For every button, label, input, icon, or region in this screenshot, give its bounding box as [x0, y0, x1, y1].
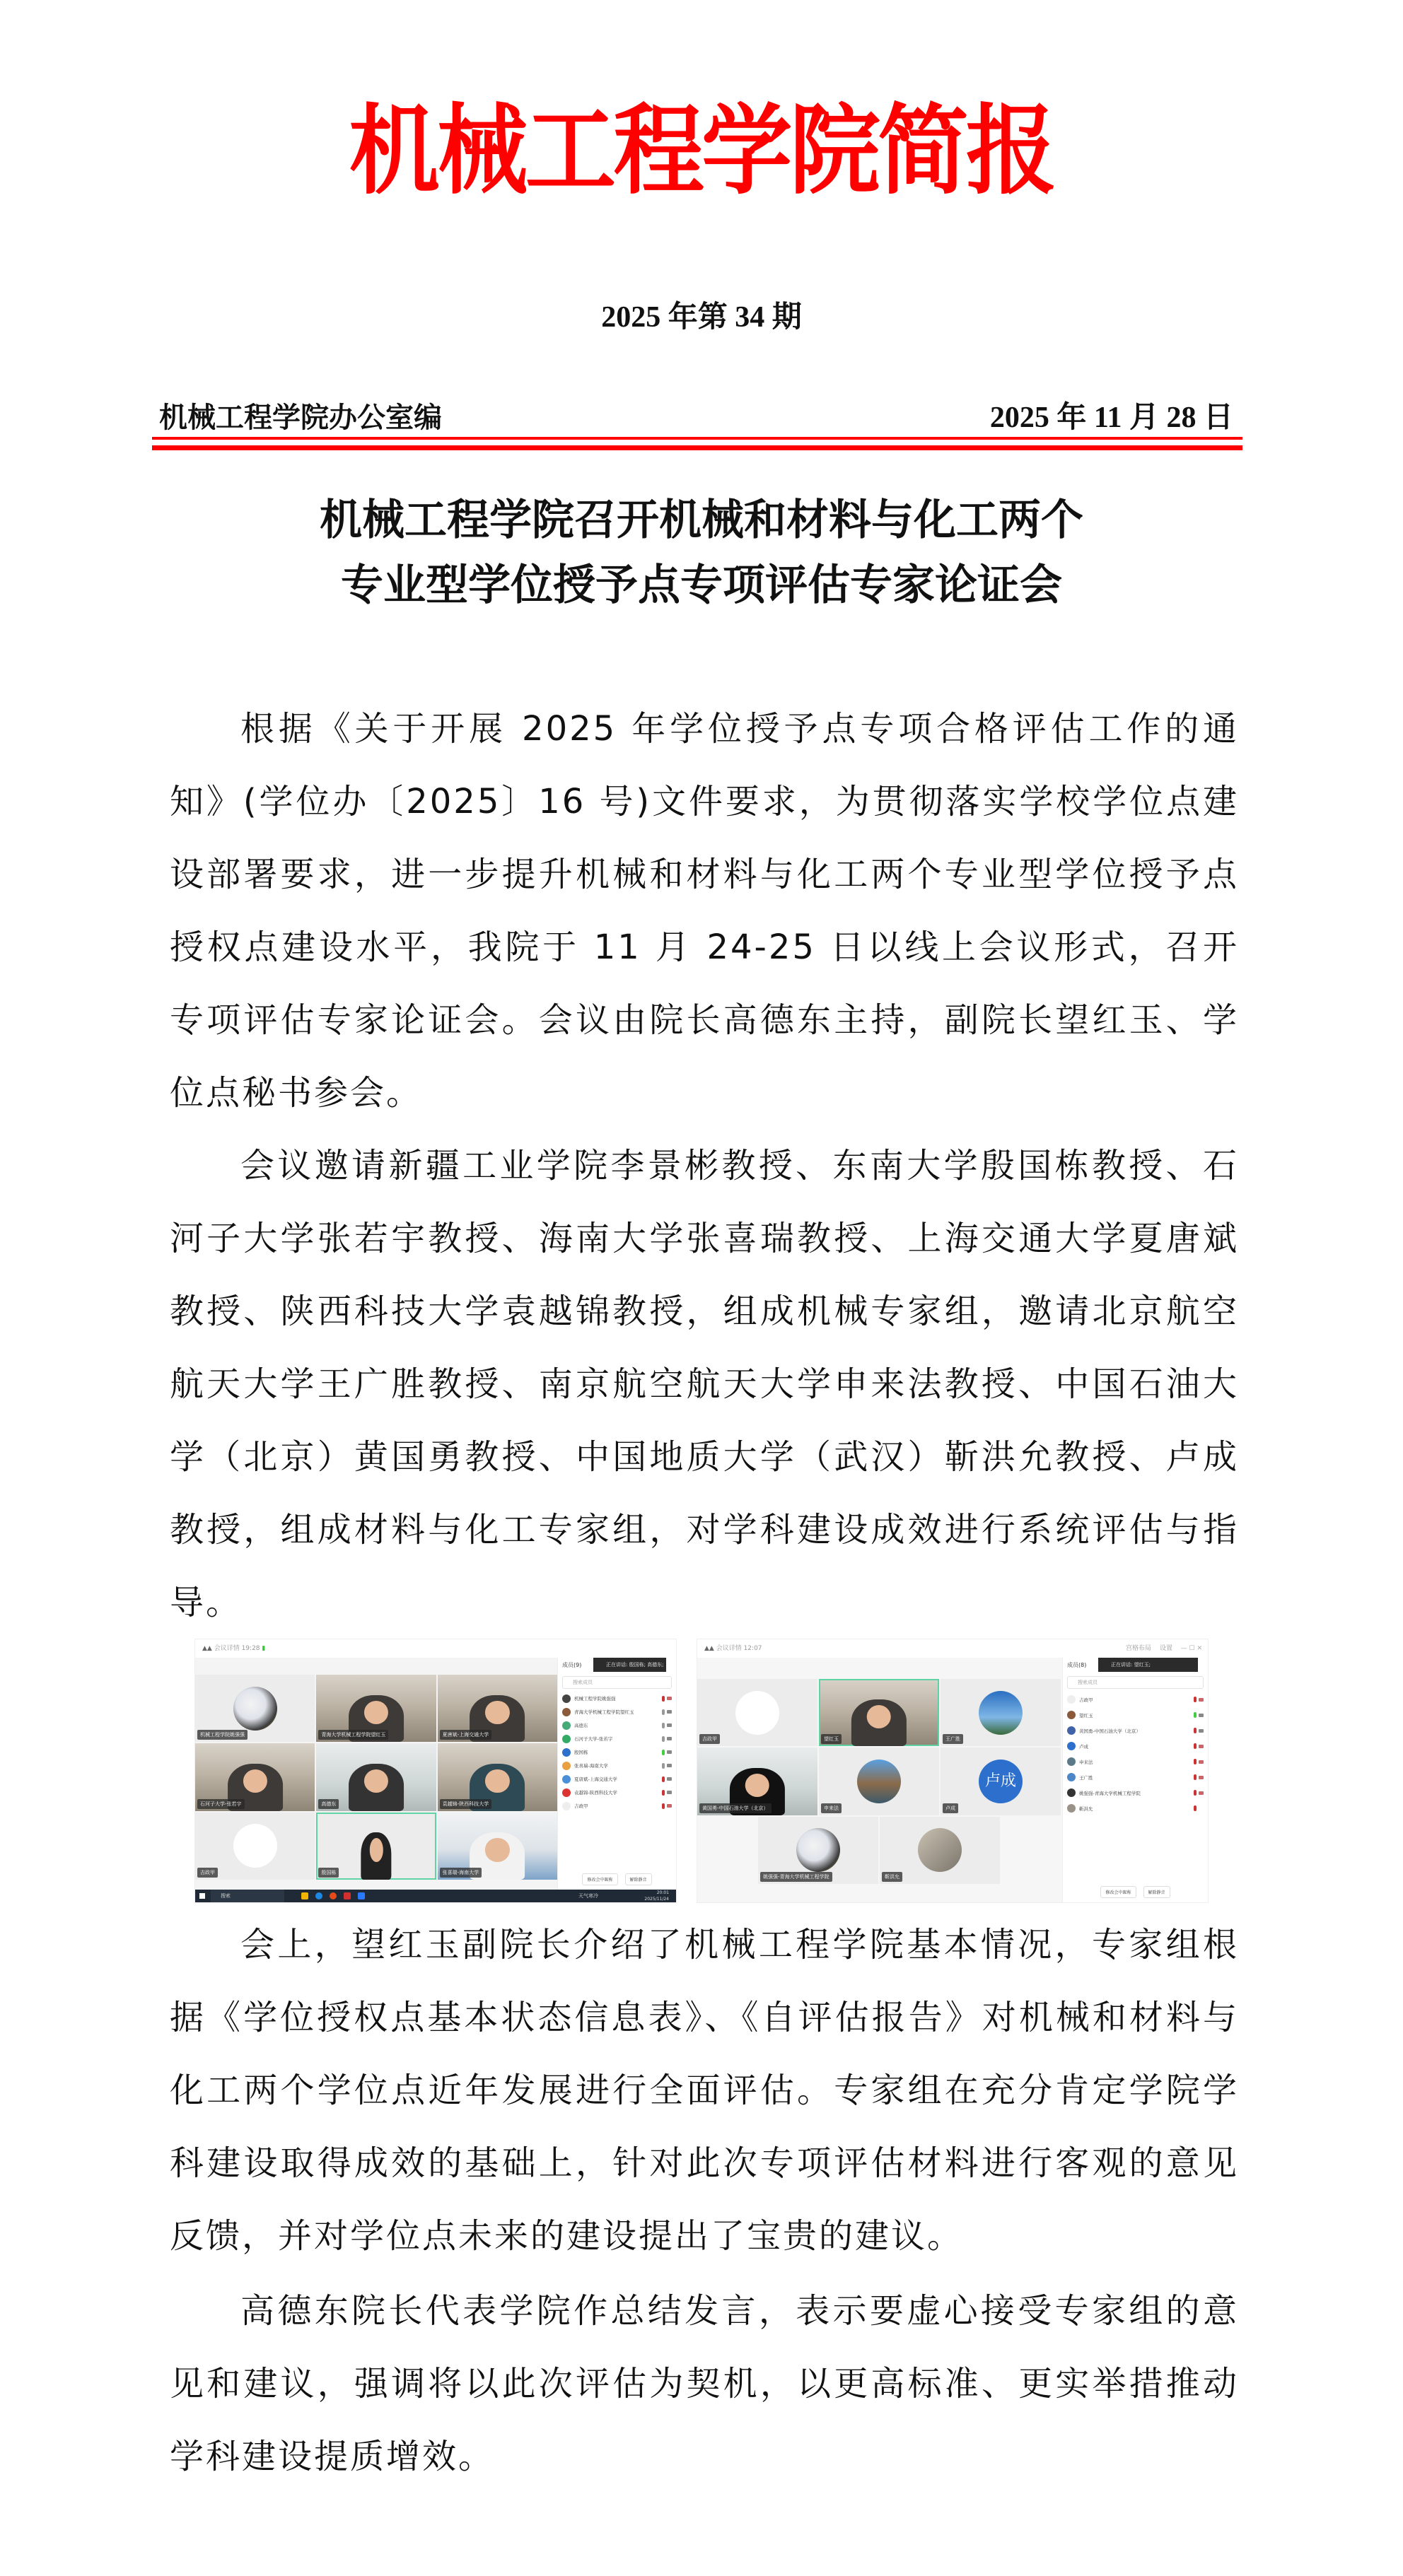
header-rule-thin [152, 437, 1242, 440]
tile-name: 吉政甲 [197, 1868, 218, 1878]
tile-name: 申来法 [821, 1803, 842, 1813]
avatar [918, 1828, 962, 1872]
members-panel [557, 1658, 676, 1890]
meeting-screenshot-1 [194, 1639, 677, 1903]
layout-toggle[interactable]: 宫格布局 [1125, 1645, 1151, 1652]
member-row[interactable] [1063, 1785, 1208, 1801]
camera-icon [667, 1777, 672, 1781]
member-row[interactable] [558, 1705, 676, 1719]
mic-icon [662, 1763, 665, 1769]
mic-muted-icon [662, 1790, 665, 1796]
paragraph-3: 会上，望红玉副院长介绍了机械工程学院基本情况，专家组根据《学位授权点基本状态信息表》、《自评估报告》对机械和材料与化工两个学位点近年发展进行全面评估。专家组在充分肯定学院学科建设取得成效的基础上，针对此次专项评估材料进行客观的意见反馈，并对学位点未来的建设提出了宝贵的建议。 [170, 1925, 1239, 2256]
mic-muted-icon [1194, 1774, 1197, 1780]
meeting-info: 会议详情 12:07 [716, 1645, 762, 1652]
tile-name: 靳洪允 [882, 1872, 902, 1882]
settings-button[interactable]: 设置 [1159, 1645, 1172, 1652]
mic-muted-icon [662, 1776, 665, 1782]
tile-name: 张喜瑞-海南大学 [440, 1868, 482, 1878]
mic-muted-icon [1194, 1790, 1197, 1796]
video-tile[interactable] [819, 1679, 939, 1746]
meeting-info: 会议详情 19:28 [214, 1645, 260, 1652]
camera-off-icon [667, 1804, 672, 1808]
video-tile[interactable] [941, 1747, 1061, 1815]
camera-icon [667, 1737, 672, 1740]
camera-icon [667, 1710, 672, 1714]
participant-video [349, 1764, 404, 1811]
mic-muted-icon [1194, 1697, 1197, 1702]
tile-name: 高德东 [318, 1799, 339, 1809]
tile-name: 石河子大学-张若宇 [197, 1799, 245, 1809]
video-tile[interactable] [316, 1743, 436, 1810]
issue-number: 2025 年第 34 期 [601, 301, 802, 334]
mic-icon [1194, 1712, 1197, 1718]
member-row[interactable] [1063, 1738, 1208, 1754]
member-name: 望红玉 [1079, 1712, 1093, 1719]
camera-icon [1199, 1729, 1204, 1733]
tile-name: 王广胜 [943, 1734, 963, 1744]
member-name: 黄国勇-中国石油大学（北京） [1079, 1728, 1141, 1734]
member-name: 姚强强-青海大学机械工程学院 [1079, 1790, 1141, 1796]
video-tile[interactable] [438, 1675, 557, 1742]
unmute-button[interactable]: 解除静音 [1143, 1886, 1170, 1898]
member-name: 殷国栋 [574, 1750, 588, 1755]
participant-video [361, 1832, 391, 1880]
panel-actions [1063, 1885, 1208, 1898]
member-row[interactable] [558, 1732, 676, 1745]
mic-muted-icon [1194, 1743, 1197, 1749]
mic-muted-icon [662, 1803, 665, 1809]
meeting-app-icon[interactable] [358, 1892, 365, 1899]
camera-icon [667, 1764, 672, 1767]
meeting-logo-icon: ▲▲ [202, 1645, 212, 1652]
members-panel [1062, 1658, 1208, 1902]
camera-off-icon [1199, 1745, 1204, 1748]
avatar [233, 1824, 277, 1868]
video-tile[interactable] [438, 1743, 557, 1810]
unmute-button[interactable]: 解除静音 [625, 1873, 652, 1885]
member-name: 青海大学机械工程学院望红玉 [574, 1709, 634, 1715]
bulletin-masthead-title: 机械工程学院简报 [349, 93, 1054, 208]
member-row[interactable] [1063, 1692, 1208, 1707]
member-row[interactable] [558, 1719, 676, 1732]
member-row[interactable] [558, 1772, 676, 1786]
member-name: 申来法 [1079, 1759, 1093, 1765]
member-row[interactable] [1063, 1707, 1208, 1723]
speaking-indicator: 正在讲话: 殷国栋; 高德东; [593, 1658, 666, 1672]
speaking-indicator: 正在讲话: 望红玉; [1098, 1658, 1198, 1672]
tile-name: 卢成 [943, 1803, 958, 1813]
chrome-icon[interactable] [330, 1892, 337, 1899]
tile-name: 望红玉 [821, 1734, 842, 1744]
wps-icon[interactable] [344, 1892, 351, 1899]
weather-widget[interactable]: 天气寒冷 [578, 1893, 598, 1899]
member-name: 夏唐斌-上海交通大学 [574, 1776, 617, 1782]
avatar [979, 1691, 1023, 1735]
member-row[interactable] [1063, 1754, 1208, 1769]
member-search-input[interactable]: 搜索成员 [562, 1676, 672, 1689]
video-tile[interactable] [758, 1817, 878, 1884]
tile-name: 殷国栋 [318, 1868, 339, 1878]
tile-name: 袁越锦-陕西科技大学 [440, 1799, 492, 1809]
member-row[interactable] [558, 1759, 676, 1772]
meeting-screenshot-2 [697, 1639, 1209, 1903]
video-tile[interactable] [697, 1679, 817, 1746]
video-tile[interactable] [316, 1813, 436, 1880]
article-title-line-1: 机械工程学院召开机械和材料与化工两个 [320, 496, 1083, 545]
tile-name: 黄国勇-中国石油大学（北京） [699, 1803, 772, 1813]
mic-icon [662, 1709, 665, 1715]
paragraph-1: 根据《关于开展 2025 年学位授予点专项合格评估工作的通知》(学位办〔2025〕16 号)文件要求，为贯彻落实学校学位点建设部署要求，进一步提升机械和材料与化工两个专业型学位授予点授权点建设水平，我院于 11 月 24-25 日以线上会议形式，召开专项评估专家论证会。会议由院长高德东主持，副院长望红玉、学位点秘书参会。 [170, 709, 1239, 1113]
video-grid [195, 1675, 557, 1880]
video-tile[interactable] [316, 1675, 436, 1742]
member-row[interactable] [1063, 1769, 1208, 1785]
video-tile[interactable] [697, 1747, 817, 1815]
rename-button[interactable]: 修改会中昵称 [582, 1873, 617, 1885]
member-name: 石河子大学-张若宇 [574, 1736, 613, 1742]
member-row[interactable] [558, 1799, 676, 1813]
signal-icon: ▮ [262, 1645, 266, 1652]
mic-icon [662, 1736, 665, 1742]
rename-button[interactable]: 修改会中昵称 [1100, 1886, 1136, 1898]
camera-off-icon [1199, 1760, 1204, 1764]
member-name: 靳洪允 [1079, 1805, 1093, 1812]
participant-video [851, 1699, 907, 1747]
edge-icon[interactable] [315, 1892, 322, 1899]
meeting-topbar [697, 1639, 1208, 1658]
member-name: 张喜瑞-海南大学 [574, 1763, 608, 1769]
publish-date: 2025 年 11 月 28 日 [989, 402, 1233, 434]
camera-icon [1199, 1714, 1204, 1717]
member-name: 高德东 [574, 1723, 588, 1728]
mic-muted-icon [1194, 1759, 1197, 1764]
member-row[interactable] [558, 1692, 676, 1705]
video-tile[interactable] [195, 1743, 315, 1810]
member-search-input[interactable]: 搜索成员 [1067, 1676, 1204, 1689]
header-rule-thick [152, 445, 1242, 450]
avatar [796, 1828, 840, 1872]
member-row[interactable] [1063, 1801, 1208, 1816]
video-tile[interactable] [195, 1813, 315, 1880]
windows-taskbar [195, 1890, 676, 1902]
camera-icon [667, 1750, 672, 1754]
file-explorer-icon[interactable] [301, 1892, 308, 1899]
camera-icon [667, 1723, 672, 1727]
panel-actions [558, 1872, 676, 1885]
member-row[interactable] [558, 1745, 676, 1759]
initials-avatar: 卢成 [979, 1760, 1023, 1803]
video-tile[interactable] [941, 1679, 1061, 1746]
member-name: 卢成 [1079, 1743, 1088, 1750]
window-controls[interactable]: — ☐ ✕ [1180, 1645, 1202, 1652]
video-tile[interactable] [438, 1813, 557, 1880]
paragraph-4: 高德东院长代表学院作总结发言，表示要虚心接受专家组的意见和建议，强调将以此次评估为契机，以更高标准、更实举措推动学科建设提质增效。 [170, 2291, 1239, 2476]
avatar [735, 1691, 779, 1735]
taskbar-search[interactable]: 搜索 [211, 1890, 284, 1902]
clock-date: 2025/11/24 [644, 1897, 669, 1902]
video-grid [697, 1679, 1061, 1884]
system-clock[interactable] [644, 1890, 669, 1902]
tile-name: 吉政甲 [699, 1734, 720, 1744]
meeting-topbar [195, 1639, 676, 1658]
article-title [0, 488, 1403, 618]
editor-office: 机械工程学院办公室编 [159, 401, 442, 434]
members-count: 成员(8) [1067, 1662, 1087, 1668]
tile-name: 夏唐斌-上海交通大学 [440, 1730, 492, 1740]
member-name: 吉政甲 [574, 1803, 588, 1809]
camera-off-icon [1199, 1776, 1204, 1779]
member-row[interactable] [558, 1786, 676, 1799]
member-name: 袁越锦-陕西科技大学 [574, 1790, 617, 1796]
video-tile[interactable] [880, 1817, 1000, 1884]
article-title-line-2: 专业型学位授予点专项评估专家论证会 [341, 561, 1062, 610]
avatar [857, 1760, 901, 1803]
paragraph-2: 会议邀请新疆工业学院李景彬教授、东南大学殷国栋教授、石河子大学张若宇教授、海南大学张喜瑞教授、上海交通大学夏唐斌教授、陕西科技大学袁越锦教授，组成机械专家组，邀请北京航空航天大学王广胜教授、南京航空航天大学申来法教授、中国石油大学（北京）黄国勇教授、中国地质大学（武汉）靳洪允教授、卢成教授，组成材料与化工专家组，对学科建设成效进行系统评估与指导。 [170, 1146, 1239, 1622]
member-row[interactable] [1063, 1723, 1208, 1738]
members-count: 成员(9) [562, 1662, 582, 1668]
mic-muted-icon [1194, 1728, 1197, 1733]
avatar [233, 1687, 277, 1731]
members-header [558, 1658, 676, 1673]
tile-name: 姚强强-青海大学机械工程学院 [760, 1872, 832, 1882]
camera-off-icon [1199, 1698, 1204, 1702]
start-icon[interactable] [199, 1893, 205, 1899]
member-name: 吉政甲 [1079, 1697, 1093, 1703]
camera-off-icon [667, 1697, 672, 1700]
clock-time: 20:01 [656, 1890, 669, 1895]
member-name: 王广胜 [1079, 1774, 1093, 1781]
mic-muted-icon [1194, 1805, 1197, 1811]
video-tile[interactable] [819, 1747, 939, 1815]
tile-name: 机械工程学院姚强强 [197, 1730, 248, 1740]
tile-name: 青海大学机械工程学院望红玉 [318, 1730, 388, 1740]
meeting-logo-icon: ▲▲ [704, 1645, 714, 1652]
members-header [1063, 1658, 1208, 1673]
mic-icon [662, 1723, 665, 1728]
mic-muted-icon [662, 1696, 665, 1702]
camera-off-icon [1199, 1791, 1204, 1795]
video-tile[interactable] [195, 1675, 315, 1742]
mic-icon [662, 1750, 665, 1755]
camera-icon [667, 1791, 672, 1794]
member-name: 机械工程学院姚强强 [574, 1696, 616, 1702]
